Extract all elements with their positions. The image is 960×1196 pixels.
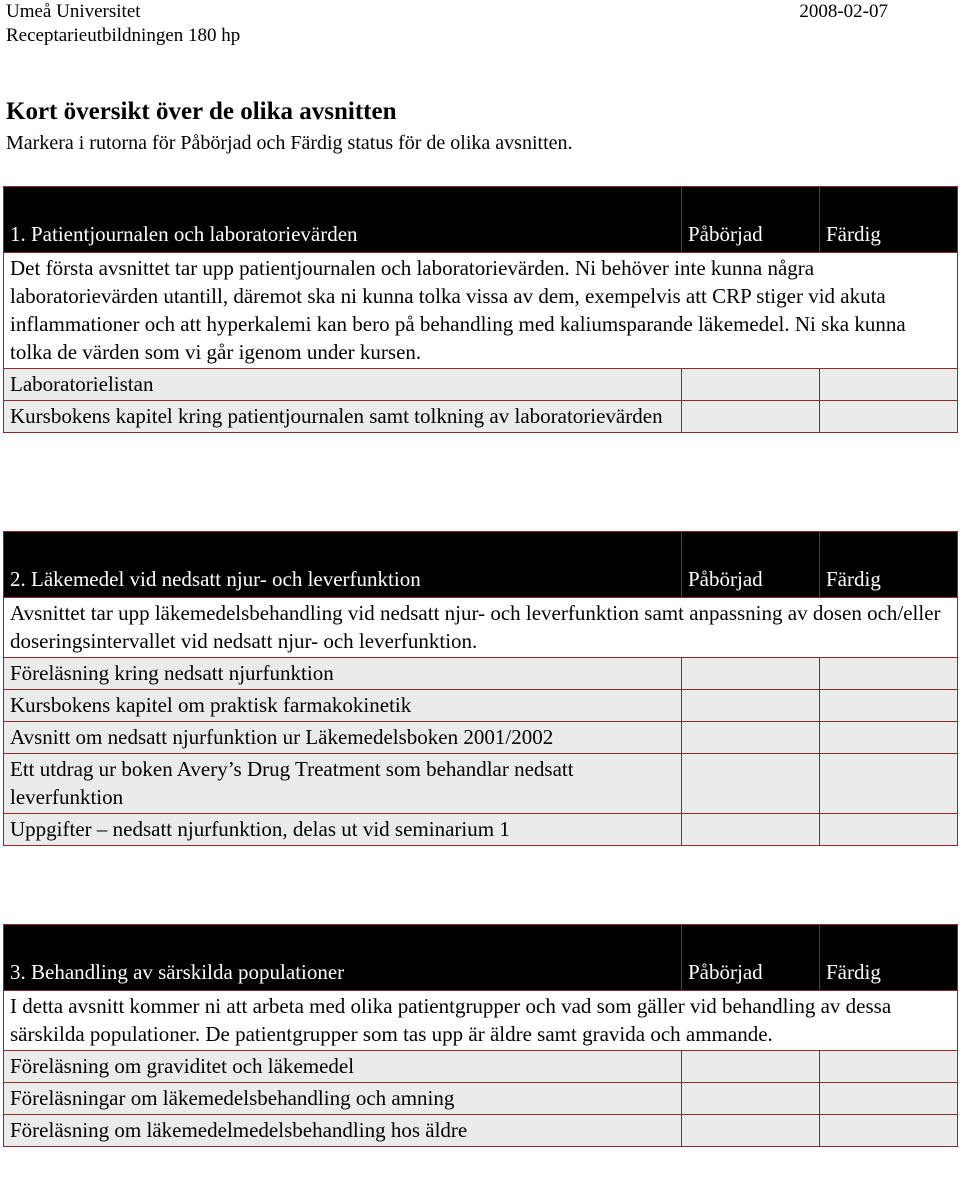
done-column-header: Färdig [820, 925, 958, 991]
done-checkbox[interactable] [820, 401, 958, 433]
section-title: 1. Patientjournalen och laboratorievärden [4, 187, 682, 253]
done-checkbox[interactable] [820, 814, 958, 846]
done-checkbox[interactable] [820, 754, 958, 814]
done-column-header: Färdig [820, 187, 958, 253]
item-label: Kursbokens kapitel kring patientjournalen samt tolkning av laboratorievärden [4, 401, 682, 433]
item-label: Kursbokens kapitel om praktisk farmakokinetik [4, 690, 682, 722]
section-header-row [4, 925, 958, 991]
started-checkbox[interactable] [682, 754, 820, 814]
done-checkbox[interactable] [820, 1083, 958, 1115]
done-checkbox[interactable] [820, 722, 958, 754]
item-label: Ett utdrag ur boken Avery’s Drug Treatment som behandlar nedsatt leverfunktion [4, 754, 682, 814]
section-header-row [4, 532, 958, 598]
section-table-1 [3, 186, 958, 433]
started-checkbox[interactable] [682, 369, 820, 401]
table-row [4, 722, 958, 754]
section-description: Det första avsnittet tar upp patientjournalen och laboratorievärden. Ni behöver inte kunna några laboratorievärden utantill, däremot ska ni kunna tolka vissa av dem, exempelvis att CRP stiger vid akuta inflammationer och att hyperkalemi kan bero på behandling med kaliumsparande läkemedel. Ni ska kunna tolka de värden som vi går igenom under kursen. [4, 253, 958, 369]
started-checkbox[interactable] [682, 401, 820, 433]
section-header-row [4, 187, 958, 253]
item-label: Föreläsningar om läkemedelsbehandling och amning [4, 1083, 682, 1115]
item-label: Föreläsning kring nedsatt njurfunktion [4, 658, 682, 690]
done-checkbox[interactable] [820, 369, 958, 401]
started-checkbox[interactable] [682, 1083, 820, 1115]
table-row [4, 658, 958, 690]
started-checkbox[interactable] [682, 814, 820, 846]
started-checkbox[interactable] [682, 1051, 820, 1083]
table-row [4, 1115, 958, 1147]
item-label: Uppgifter – nedsatt njurfunktion, delas ut vid seminarium 1 [4, 814, 682, 846]
done-column-header: Färdig [820, 532, 958, 598]
section-description-row [4, 598, 958, 658]
item-label: Föreläsning om läkemedelmedelsbehandling hos äldre [4, 1115, 682, 1147]
page-instruction: Markera i rutorna för Påbörjad och Färdig status för de olika avsnitten. [6, 132, 573, 154]
started-checkbox[interactable] [682, 690, 820, 722]
started-column-header: Påbörjad [682, 925, 820, 991]
table-row [4, 1051, 958, 1083]
section-description-row [4, 991, 958, 1051]
document-date: 2008-02-07 [799, 1, 888, 22]
university-name: Umeå Universitet [6, 1, 141, 22]
done-checkbox[interactable] [820, 1115, 958, 1147]
table-row [4, 401, 958, 433]
item-label: Avsnitt om nedsatt njurfunktion ur Läkemedelsboken 2001/2002 [4, 722, 682, 754]
table-row [4, 369, 958, 401]
section-description: I detta avsnitt kommer ni att arbeta med olika patientgrupper och vad som gäller vid behandling av dessa särskilda populationer. De patientgrupper som tas upp är äldre samt gravida och ammande. [4, 991, 958, 1051]
started-column-header: Påbörjad [682, 532, 820, 598]
done-checkbox[interactable] [820, 690, 958, 722]
table-row [4, 690, 958, 722]
section-description-row [4, 253, 958, 369]
started-checkbox[interactable] [682, 1115, 820, 1147]
section-title: 2. Läkemedel vid nedsatt njur- och leverfunktion [4, 532, 682, 598]
page-title: Kort översikt över de olika avsnitten [6, 98, 397, 125]
section-title: 3. Behandling av särskilda populationer [4, 925, 682, 991]
table-row [4, 1083, 958, 1115]
table-row [4, 814, 958, 846]
section-table-3 [3, 924, 958, 1147]
program-name: Receptarieutbildningen 180 hp [6, 25, 241, 46]
table-row [4, 754, 958, 814]
done-checkbox[interactable] [820, 1051, 958, 1083]
started-checkbox[interactable] [682, 658, 820, 690]
section-description: Avsnittet tar upp läkemedelsbehandling vid nedsatt njur- och leverfunktion samt anpassning av dosen och/eller doseringsintervallet vid nedsatt njur- och leverfunktion. [4, 598, 958, 658]
started-checkbox[interactable] [682, 722, 820, 754]
done-checkbox[interactable] [820, 658, 958, 690]
section-table-2 [3, 531, 958, 846]
started-column-header: Påbörjad [682, 187, 820, 253]
item-label: Laboratorielistan [4, 369, 682, 401]
item-label: Föreläsning om graviditet och läkemedel [4, 1051, 682, 1083]
document-header [6, 0, 240, 48]
